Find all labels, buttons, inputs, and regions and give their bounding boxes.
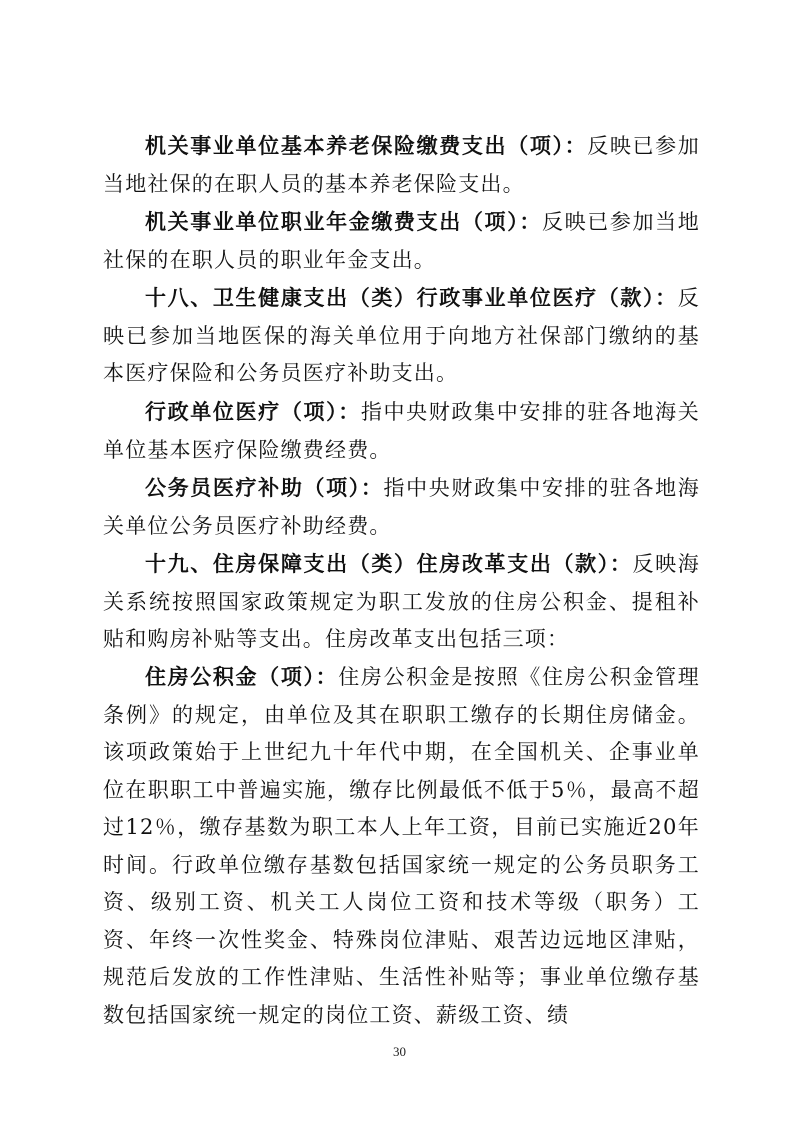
paragraph-civil-servant-medical-subsidy	[103, 469, 700, 545]
paragraph-pension-contribution	[103, 127, 700, 203]
paragraph-administrative-medical	[103, 393, 700, 469]
paragraph-heading: 公务员医疗补助（项）：	[145, 475, 384, 500]
paragraph-heading: 行政单位医疗（项）：	[145, 399, 361, 424]
paragraph-heading: 十八、卫生健康支出（类）行政事业单位医疗（款）：	[145, 285, 678, 310]
paragraph-heading: 十九、住房保障支出（类）住房改革支出（款）：	[145, 551, 633, 576]
paragraph-health-expenditure	[103, 279, 700, 393]
page-number: 30	[393, 1044, 406, 1059]
paragraph-occupational-annuity	[103, 203, 700, 279]
paragraph-body: 反映海关系统按照国家政策规定为职工发放的住房公积金、提租补贴和购房补贴等支出。住房改革支出包括三项：	[103, 552, 700, 651]
paragraph-body: 反映已参加当地医保的海关单位用于向地方社保部门缴纳的基本医疗保险和公务员医疗补助支出。	[103, 286, 700, 385]
paragraph-heading: 机关事业单位基本养老保险缴费支出（项）：	[145, 133, 588, 158]
paragraph-body: 指中央财政集中安排的驻各地海关单位基本医疗保险缴费经费。	[103, 400, 700, 462]
paragraph-body: 反映已参加当地社保的在职人员的职业年金支出。	[103, 210, 700, 272]
paragraph-housing-security	[103, 545, 700, 659]
paragraph-heading: 机关事业单位职业年金缴费支出（项）：	[145, 209, 542, 234]
paragraph-heading: 住房公积金（项）：	[145, 664, 339, 689]
paragraph-housing-provident-fund	[103, 658, 700, 1034]
paragraph-body: 指中央财政集中安排的驻各地海关单位公务员医疗补助经费。	[103, 476, 700, 538]
paragraph-body: 住房公积金是按照《住房公积金管理条例》的规定，由单位及其在职职工缴存的长期住房储金。该项政策始于上世纪九十年代中期，在全国机关、企事业单位在职职工中普遍实施，缴存比例最低不低于5％，最高不超过12％，缴存基数为职工本人上年工资，目前已实施近20年时间。行政单位缴存基数包括国家统一规定的公务员职务工资、级别工资、机关工人岗位工资和技术等级（职务）工资、年终一次性奖金、特殊岗位津贴、艰苦边远地区津贴，规范后发放的工作性津贴、生活性补贴等；事业单位缴存基数包括国家统一规定的岗位工资、薪级工资、绩	[103, 665, 700, 1027]
paragraph-body: 反映已参加当地社保的在职人员的基本养老保险支出。	[103, 134, 700, 196]
